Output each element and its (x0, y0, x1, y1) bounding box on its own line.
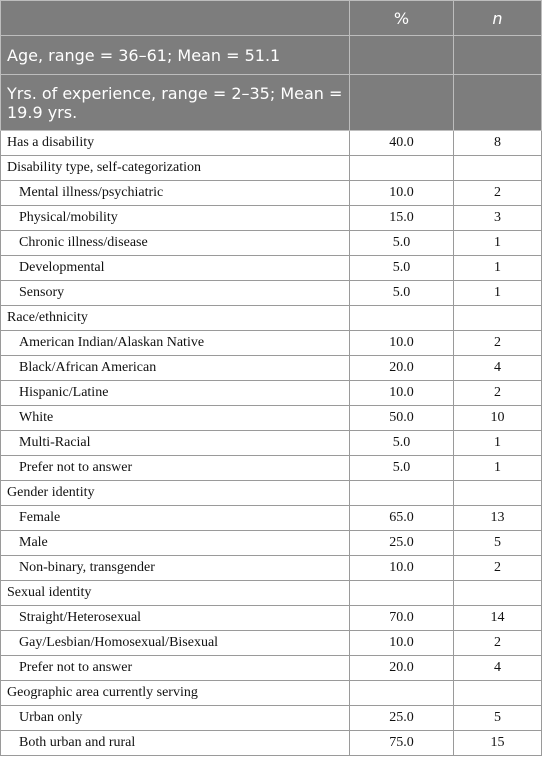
row-pct: 5.0 (350, 231, 454, 256)
table-row (1, 206, 542, 231)
row-n: 4 (454, 656, 542, 681)
table-row (1, 581, 542, 606)
table-row (1, 731, 542, 756)
row-n (454, 681, 542, 706)
header-row (1, 1, 542, 36)
row-label: Developmental (1, 256, 350, 281)
row-pct: 25.0 (350, 531, 454, 556)
row-n: 1 (454, 231, 542, 256)
row-pct: 10.0 (350, 381, 454, 406)
table-row (1, 331, 542, 356)
header-label-cell (1, 1, 350, 36)
row-pct: 5.0 (350, 256, 454, 281)
row-n: 2 (454, 181, 542, 206)
row-label: Physical/mobility (1, 206, 350, 231)
row-n: 1 (454, 456, 542, 481)
row-pct (350, 481, 454, 506)
table-row (1, 156, 542, 181)
header-pct: % (350, 1, 454, 36)
row-label: Urban only (1, 706, 350, 731)
row-pct: 5.0 (350, 456, 454, 481)
row-label: Multi-Racial (1, 431, 350, 456)
row-n: 15 (454, 731, 542, 756)
table-row (1, 406, 542, 431)
row-n: 1 (454, 281, 542, 306)
row-pct: 5.0 (350, 431, 454, 456)
row-pct: 25.0 (350, 706, 454, 731)
row-n: 10 (454, 406, 542, 431)
row-pct: 10.0 (350, 331, 454, 356)
row-pct (350, 681, 454, 706)
row-label: Female (1, 506, 350, 531)
row-n: 14 (454, 606, 542, 631)
category-label: Disability type, self-categorization (1, 156, 350, 181)
table-row (1, 631, 542, 656)
row-label: Prefer not to answer (1, 656, 350, 681)
table-row (1, 281, 542, 306)
row-label: Black/African American (1, 356, 350, 381)
row-n: 3 (454, 206, 542, 231)
table-row (1, 381, 542, 406)
table-row (1, 356, 542, 381)
row-pct: 10.0 (350, 181, 454, 206)
table-row (1, 706, 542, 731)
experience-summary: Yrs. of experience, range = 2–35; Mean = 19.9 yrs. (1, 75, 350, 131)
age-summary-row (1, 36, 542, 75)
table-row (1, 681, 542, 706)
row-n: 1 (454, 256, 542, 281)
row-label: Male (1, 531, 350, 556)
category-label: Geographic area currently serving (1, 681, 350, 706)
row-label: Sensory (1, 281, 350, 306)
row-label: Has a disability (1, 131, 350, 156)
row-pct: 15.0 (350, 206, 454, 231)
row-label: Gay/Lesbian/Homosexual/Bisexual (1, 631, 350, 656)
table-row (1, 256, 542, 281)
table-row (1, 431, 542, 456)
row-label: Non-binary, transgender (1, 556, 350, 581)
table-row (1, 531, 542, 556)
row-n: 1 (454, 431, 542, 456)
category-label: Race/ethnicity (1, 306, 350, 331)
row-n: 2 (454, 381, 542, 406)
row-label: Both urban and rural (1, 731, 350, 756)
table-row (1, 656, 542, 681)
table-row (1, 456, 542, 481)
table-row (1, 556, 542, 581)
row-n: 2 (454, 556, 542, 581)
row-label: American Indian/Alaskan Native (1, 331, 350, 356)
row-label: Hispanic/Latine (1, 381, 350, 406)
row-label: Mental illness/psychiatric (1, 181, 350, 206)
row-label: White (1, 406, 350, 431)
header-n: n (454, 1, 542, 36)
row-n: 5 (454, 531, 542, 556)
row-pct: 20.0 (350, 356, 454, 381)
table-row (1, 131, 542, 156)
row-n (454, 481, 542, 506)
experience-summary-row (1, 75, 542, 131)
table-row (1, 506, 542, 531)
row-n: 5 (454, 706, 542, 731)
table-row (1, 606, 542, 631)
table-row (1, 181, 542, 206)
row-n: 8 (454, 131, 542, 156)
row-pct: 70.0 (350, 606, 454, 631)
table-row (1, 231, 542, 256)
row-n: 2 (454, 331, 542, 356)
age-summary: Age, range = 36–61; Mean = 51.1 (1, 36, 350, 75)
row-label: Straight/Heterosexual (1, 606, 350, 631)
table-row (1, 481, 542, 506)
row-n (454, 306, 542, 331)
category-label: Sexual identity (1, 581, 350, 606)
category-label: Gender identity (1, 481, 350, 506)
row-pct: 10.0 (350, 556, 454, 581)
row-n: 13 (454, 506, 542, 531)
row-pct (350, 581, 454, 606)
row-n (454, 581, 542, 606)
row-pct: 50.0 (350, 406, 454, 431)
row-label: Prefer not to answer (1, 456, 350, 481)
row-pct (350, 306, 454, 331)
row-pct: 10.0 (350, 631, 454, 656)
row-label: Chronic illness/disease (1, 231, 350, 256)
row-pct (350, 156, 454, 181)
table-row (1, 306, 542, 331)
row-pct: 65.0 (350, 506, 454, 531)
row-pct: 5.0 (350, 281, 454, 306)
row-pct: 40.0 (350, 131, 454, 156)
row-n (454, 156, 542, 181)
row-n: 4 (454, 356, 542, 381)
row-pct: 20.0 (350, 656, 454, 681)
row-pct: 75.0 (350, 731, 454, 756)
row-n: 2 (454, 631, 542, 656)
